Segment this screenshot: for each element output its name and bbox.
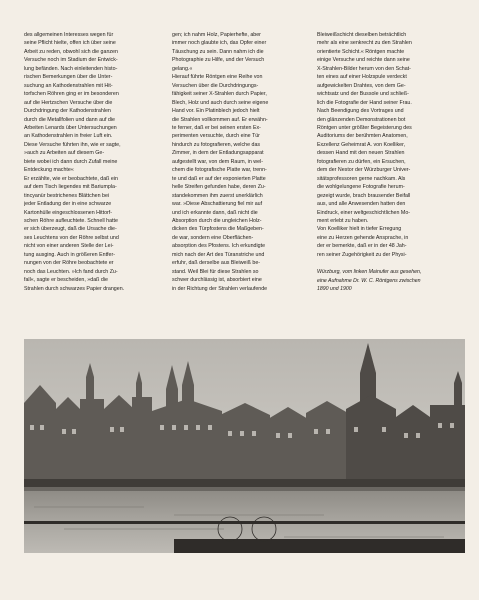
left-column-line: jeder Entladung der in eine schwarze (24, 201, 112, 208)
middle-column-line: aufgestellt war, von dem Raum, in wel- (172, 158, 263, 165)
right-column-line: wichtsatz und der Bussole und schließ- (317, 91, 409, 98)
middle-column-line: helle Streifen gefunden habe, deren Zu- (172, 184, 266, 191)
left-column-line: torfschen Röhren ging er im besonderen (24, 91, 119, 98)
caption-line: 1890 und 1900 (317, 286, 352, 293)
caption-line: eine Aufnahme Dr. W. C. Röntgens zwischen (317, 277, 421, 284)
photo-caption (317, 268, 463, 294)
right-column-line: der er bemerkte, daß er in der 48 Jah- (317, 243, 407, 250)
middle-column-line: de war, sondern eine Oberflächen- (172, 234, 254, 241)
middle-column-line: hindurch zu fotografieren, welche das (172, 141, 261, 148)
middle-column-line: stand. Weil Blei für diese Strahlen so (172, 268, 259, 275)
left-column-line: er sich überzeugt, daß die Ursache die- (24, 226, 117, 233)
right-column-line: lich die Fotografie der Hand seiner Frau. (317, 99, 412, 106)
left-column-line: Strahlen durch schwarzes Papier drangen. (24, 285, 125, 292)
middle-column-line: Hand vor. Ein Platinblech jedoch hielt (172, 108, 260, 115)
middle-column-line: te ferner, daß er bei seinen ersten Ex- (172, 124, 261, 131)
right-column-line: die wohlgelungene Fotografie herum- (317, 184, 405, 191)
right-column-line: fotografieren zu dürfen, ein Ersuchen, (317, 158, 406, 165)
middle-column-line: gelang.« (172, 65, 193, 72)
right-column-line: aufgewickelten Drahtes, von dem Ge- (317, 82, 406, 89)
left-column-line: an Kathodenstrahlen in freier Luft ein. (24, 133, 113, 140)
right-column-line: gezeigt wurde, brach brausender Beifall (317, 192, 411, 199)
right-column-line: Röntgen unter größter Begeisterung des (317, 124, 412, 131)
middle-column-line: Zimmer, in dem der Entladungsapparat (172, 150, 264, 157)
middle-column-line: erfuhr, daß derselbe aus Bleiweiß be- (172, 260, 261, 267)
middle-column-line: perimenten versuchte, durch eine Tür (172, 133, 260, 140)
left-column-line: Er erzählte, wie er beobachtete, daß ein (24, 175, 118, 182)
right-column-line: eine zu Herzen gehende Ansprache, in (317, 234, 409, 241)
middle-column-line: war. »Diese Abschattierung fiel mir auf (172, 201, 263, 208)
right-column-line: X-Strahlen-Bilder herum von den Schat- (317, 65, 411, 72)
left-column-line: nicht von einer anderen Stelle der Lei- (24, 243, 114, 250)
caption-line: Würzburg, vom linken Mainufer aus gesehen, (317, 269, 422, 276)
left-column-line: rischen Bemerkungen über die Unter- (24, 74, 113, 81)
right-column-line: Nach Beendigung des Vortrages und (317, 108, 404, 115)
middle-column-line: immer noch glaubte ich, das Opfer einer (172, 40, 267, 47)
left-column-line: Entdeckung machte« (24, 167, 74, 174)
middle-column-line: Blech, Holz und auch durch seine eigene (172, 99, 269, 106)
left-column-line: Kartonhülle eingeschlossenen Hittorf- (24, 209, 113, 216)
left-column-line: des allgemeinen Interesses wegen für (24, 32, 114, 38)
right-column-line: Von Koelliker hielt in tiefer Erregung (317, 226, 402, 233)
right-column-line: dem der Nestor der Würzburger Univer- (317, 167, 411, 174)
left-column-line: durch die Metallfolien und dann auf die (24, 116, 115, 123)
photo-illustration (24, 339, 465, 553)
right-column-line: den glänzenden Demonstrationen bot (317, 116, 406, 123)
right-column-line: ten eines auf einer Holzspule verdeckt (317, 74, 407, 81)
middle-column-line: dicken des Türpfostens die Maßgeben- (172, 226, 264, 233)
middle-column-line: Versuchen über die Durchdringungs- (172, 82, 259, 89)
middle-column-line: Photographie zu Hilfe, und der Versuch (172, 57, 265, 64)
right-column-line: dessen Hand mit den neuen Strahlen (317, 150, 405, 157)
left-column-line: ses Leuchtens von der Röhre selbst und (24, 234, 119, 241)
left-column-line: lung befänden. Nach einleitenden histo- (24, 65, 118, 72)
middle-column-line: Absorption durch die ungleichen Holz- (172, 217, 262, 224)
left-column-line: schen Röhre aufleuchtete. Schnell hatte (24, 217, 118, 224)
left-column-line: »auch zu Arbeiten auf diesem Ge- (24, 150, 105, 157)
middle-column-line: fähigkeit seiner X-Strahlen durch Papier, (172, 91, 267, 98)
middle-column-line: Täuschung zu sein. Dann nahm ich die (172, 48, 264, 55)
left-column-line: fall«, sagte er bescheiden, »daß die (24, 277, 108, 284)
left-column-line: Versuche noch im Stadium der Entwick- (24, 57, 118, 64)
left-column-line: Arbeiten Lenards über Untersuchungen (24, 124, 117, 131)
right-column-line: ren seiner Zugehörigkeit zu der Physi- (317, 251, 407, 258)
middle-column-line: mich nach der Art des Türanstriche und (172, 251, 265, 258)
middle-column-line: chem die fotografische Platte war, trenn- (172, 167, 267, 174)
middle-column-line: Hierauf führte Röntgen eine Reihe von (172, 74, 263, 81)
right-column-line: sitätsprofessoren gerne nachkam. Als (317, 175, 406, 182)
right-column-line: Bleiweißschicht dieselben beträchtlich (317, 32, 407, 38)
left-column-line: tung ausging. Auch in größeren Entfer- (24, 251, 115, 258)
text-column-left (24, 31, 162, 293)
right-column-line: ment erlebt zu haben. (317, 217, 369, 224)
right-column-line: Eindruck, einer weltgeschichtlichen Mo- (317, 209, 411, 216)
right-column-line: aus, und alle Anwesenden hatten den (317, 201, 406, 208)
left-column-line: seine Pflicht hielte, offen ich über seine (24, 40, 116, 47)
left-column-line: auf die Hertzschen Versuche über die (24, 99, 113, 106)
left-column-line: Diese Versuche führten ihn, wie er sagte, (24, 141, 121, 148)
left-column-line: suchung an Kathodenstrahlen mit Hit- (24, 82, 113, 89)
right-column-line: orientierte Schicht.« Röntgen machte (317, 48, 405, 55)
right-column-line: Auditoriums der berühmten Anatomen, (317, 133, 408, 140)
right-column-line: einige Versuche und reichte dann seine (317, 57, 410, 64)
left-column-line: Arbeit zu reden, obwohl sich die ganzen (24, 48, 118, 55)
left-column-line: biete wobei ich dann durch Zufall meine (24, 158, 118, 165)
text-column-middle (172, 31, 308, 293)
left-column-line: Durchdringung der Kathodenstrahlen (24, 108, 111, 115)
text-column-right-body (317, 31, 463, 259)
left-column-line: noch das Leuchten. »Ich fand durch Zu- (24, 268, 118, 275)
middle-column-line: schwer durchlässig ist, absorbiert eine (172, 277, 262, 284)
left-column-line: tincyanür bestrichenes Blättchen bei (24, 192, 110, 199)
river-town-photograph (24, 339, 465, 553)
left-column-line: auf dem Tisch liegendes mit Bariumpla- (24, 184, 117, 191)
middle-column-line: und ich erkannte dann, daß nicht die (172, 209, 258, 216)
middle-column-line: gen; ich nahm Holz, Papierhefte, aber (172, 32, 261, 38)
text-column-right (317, 31, 463, 294)
left-column-line: nungen von der Röhre beobachtete er (24, 260, 114, 267)
right-column-line: Exzellenz Geheimrat A. von Koelliker, (317, 141, 406, 148)
middle-column-line: te und daß er auf der exponierten Platte (172, 175, 266, 182)
right-column-line: mehr als eine senkrecht zu den Strahlen (317, 40, 412, 47)
middle-column-line: in der Richtung der Strahlen verlaufende (172, 285, 268, 292)
middle-column-line: standekommen ihm zuerst unerklärlich (172, 192, 263, 199)
middle-column-line: die Strahlen vollkommen auf. Er erwähn- (172, 116, 268, 123)
middle-column-line: absorption des Pfostens. Ich erkundigte (172, 243, 266, 250)
